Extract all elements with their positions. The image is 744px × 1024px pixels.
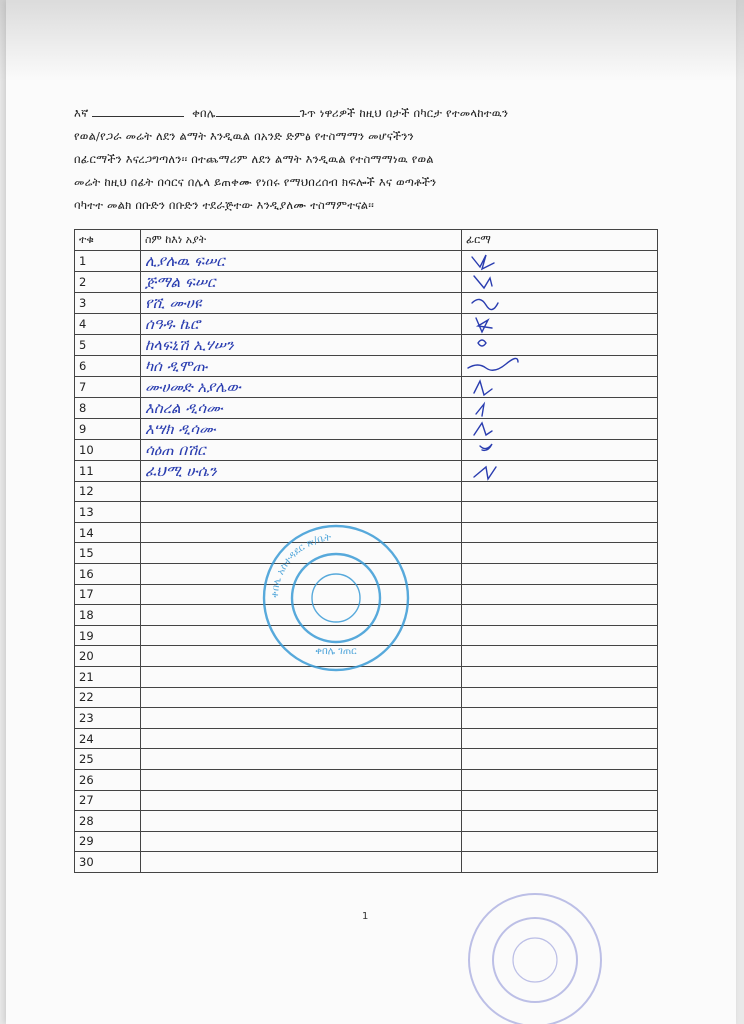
handwritten-signature <box>466 461 526 481</box>
row-signature <box>462 334 658 355</box>
table-header-row <box>75 230 658 251</box>
row-signature <box>462 418 658 439</box>
row-number: 12 <box>75 481 141 502</box>
stamp-ring-text <box>270 532 332 598</box>
row-signature <box>462 646 658 667</box>
stamp-center-ring <box>312 574 360 622</box>
row-number: 15 <box>75 543 141 564</box>
row-signature <box>462 563 658 584</box>
row-signature <box>462 769 658 790</box>
faded-stamp <box>462 890 608 1024</box>
handwritten-signature <box>466 356 526 376</box>
row-number: 2 <box>75 271 141 292</box>
row-number: 26 <box>75 769 141 790</box>
row-number: 11 <box>75 460 141 481</box>
row-name <box>141 811 462 832</box>
handwritten-signature <box>466 251 526 271</box>
table-row <box>75 460 658 481</box>
row-name: እሣክ ዲሳሙ <box>141 418 462 439</box>
row-signature <box>462 481 658 502</box>
row-number: 18 <box>75 605 141 626</box>
row-number: 13 <box>75 502 141 523</box>
row-name <box>141 708 462 729</box>
handwritten-signature <box>466 293 526 313</box>
blank-field <box>92 104 184 117</box>
row-signature <box>462 852 658 873</box>
handwritten-signature <box>466 440 526 460</box>
handwritten-signature <box>466 377 526 397</box>
table-row <box>75 250 658 271</box>
row-signature <box>462 397 658 418</box>
handwritten-signature <box>466 314 526 334</box>
row-signature <box>462 522 658 543</box>
stamp-center-text: ቀበሌ ገጠር <box>315 646 357 657</box>
header-signature: ፊርማ <box>462 230 658 251</box>
page-number: 1 <box>362 911 369 922</box>
stamp-ring-label: ቀበሌ አስተዳደር ጽ/ቤት <box>269 532 332 599</box>
table-row <box>75 728 658 749</box>
row-name <box>141 852 462 873</box>
row-number: 5 <box>75 334 141 355</box>
intro-line-5: ባካተተ መልክ በቡድን በቡድን ተደራጅተው እንዲያለሙ ተስማምተናል፡፡ <box>74 198 375 212</box>
row-number: 29 <box>75 831 141 852</box>
table-row <box>75 376 658 397</box>
row-name: እስረል ዲሳሙ <box>141 397 462 418</box>
row-number: 10 <box>75 439 141 460</box>
row-name <box>141 481 462 502</box>
intro-text: ቀበሌ <box>192 106 216 120</box>
row-number: 20 <box>75 646 141 667</box>
row-signature <box>462 376 658 397</box>
intro-line-1 <box>74 102 664 125</box>
row-number: 22 <box>75 687 141 708</box>
row-signature <box>462 271 658 292</box>
row-signature <box>462 460 658 481</box>
blank-field <box>216 104 300 117</box>
row-signature <box>462 831 658 852</box>
intro-paragraph <box>74 102 664 217</box>
row-signature <box>462 502 658 523</box>
table-row <box>75 790 658 811</box>
table-row <box>75 481 658 502</box>
row-number: 25 <box>75 749 141 770</box>
row-signature <box>462 543 658 564</box>
row-name: ሳዕጠ በሽር <box>141 439 462 460</box>
row-number: 4 <box>75 313 141 334</box>
row-number: 28 <box>75 811 141 832</box>
row-signature <box>462 250 658 271</box>
row-number: 30 <box>75 852 141 873</box>
handwritten-signature <box>466 335 526 355</box>
handwritten-signature <box>466 398 526 418</box>
table-row <box>75 852 658 873</box>
table-row <box>75 708 658 729</box>
row-signature <box>462 439 658 460</box>
row-number: 14 <box>75 522 141 543</box>
row-signature <box>462 625 658 646</box>
stamp-inner-ring <box>292 554 380 642</box>
row-signature <box>462 355 658 376</box>
row-signature <box>462 313 658 334</box>
header-number: ተቁ <box>75 230 141 251</box>
table-row <box>75 749 658 770</box>
table-row <box>75 271 658 292</box>
row-number: 1 <box>75 250 141 271</box>
row-number: 23 <box>75 708 141 729</box>
intro-line-2: የወል/የጋራ መሬት ለደን ልማት እንዲዉል በአንድ ድምፅ የተስማማን መሆናችንን <box>74 129 414 143</box>
row-name <box>141 769 462 790</box>
row-number: 9 <box>75 418 141 439</box>
row-name <box>141 831 462 852</box>
row-number: 8 <box>75 397 141 418</box>
intro-line-4: መሬት ከዚህ በፊት በሳርና በሌላ ይጠቀሙ የነበሩ የማህበረሰብ ክፍሎች እና ወጣቶችን <box>74 175 437 189</box>
table-row <box>75 292 658 313</box>
header-name: ስም ከእነ አያት <box>141 230 462 251</box>
handwritten-signature <box>466 272 526 292</box>
table-row <box>75 355 658 376</box>
intro-text: ጉጥ ነዋሪዎች ከዚህ በታች በካርታ የተመላከተዉን <box>299 106 509 120</box>
row-number: 17 <box>75 584 141 605</box>
row-name: ጅማል ፍሠር <box>141 271 462 292</box>
row-name: ሰዓዱ ኬሮ <box>141 313 462 334</box>
row-number: 24 <box>75 728 141 749</box>
table-row <box>75 687 658 708</box>
row-signature <box>462 728 658 749</box>
table-row <box>75 769 658 790</box>
row-name: ከላፍኒሽ ኢሃሠን <box>141 334 462 355</box>
table-row <box>75 811 658 832</box>
table-row <box>75 418 658 439</box>
row-name: ካሰ ዲሞጡ <box>141 355 462 376</box>
row-name: የሺ ሙሀዩ <box>141 292 462 313</box>
row-name <box>141 749 462 770</box>
table-row <box>75 313 658 334</box>
row-number: 27 <box>75 790 141 811</box>
row-number: 3 <box>75 292 141 313</box>
row-number: 19 <box>75 625 141 646</box>
official-stamp <box>258 520 414 676</box>
table-row <box>75 397 658 418</box>
intro-line-3: በፊርማችን እናረጋግጣለን፡፡ በተጨማሪም ለደን ልማት እንዲዉል የተስማማነዉ የወል <box>74 152 434 166</box>
row-number: 6 <box>75 355 141 376</box>
intro-text: እኛ <box>74 106 89 120</box>
row-signature <box>462 584 658 605</box>
row-signature <box>462 790 658 811</box>
table-row <box>75 334 658 355</box>
row-signature <box>462 811 658 832</box>
row-signature <box>462 666 658 687</box>
table-row <box>75 439 658 460</box>
row-signature <box>462 605 658 626</box>
row-name: ፈህሚ ሁሴን <box>141 460 462 481</box>
row-signature <box>462 687 658 708</box>
row-name: ሙሀመድ አያሌው <box>141 376 462 397</box>
row-number: 7 <box>75 376 141 397</box>
row-signature <box>462 292 658 313</box>
row-number: 16 <box>75 563 141 584</box>
row-signature <box>462 749 658 770</box>
row-signature <box>462 708 658 729</box>
row-name <box>141 687 462 708</box>
row-name <box>141 790 462 811</box>
row-name: ሊያሉዉ ፍሠር <box>141 250 462 271</box>
table-row <box>75 831 658 852</box>
row-number: 21 <box>75 666 141 687</box>
handwritten-signature <box>466 419 526 439</box>
row-name <box>141 728 462 749</box>
